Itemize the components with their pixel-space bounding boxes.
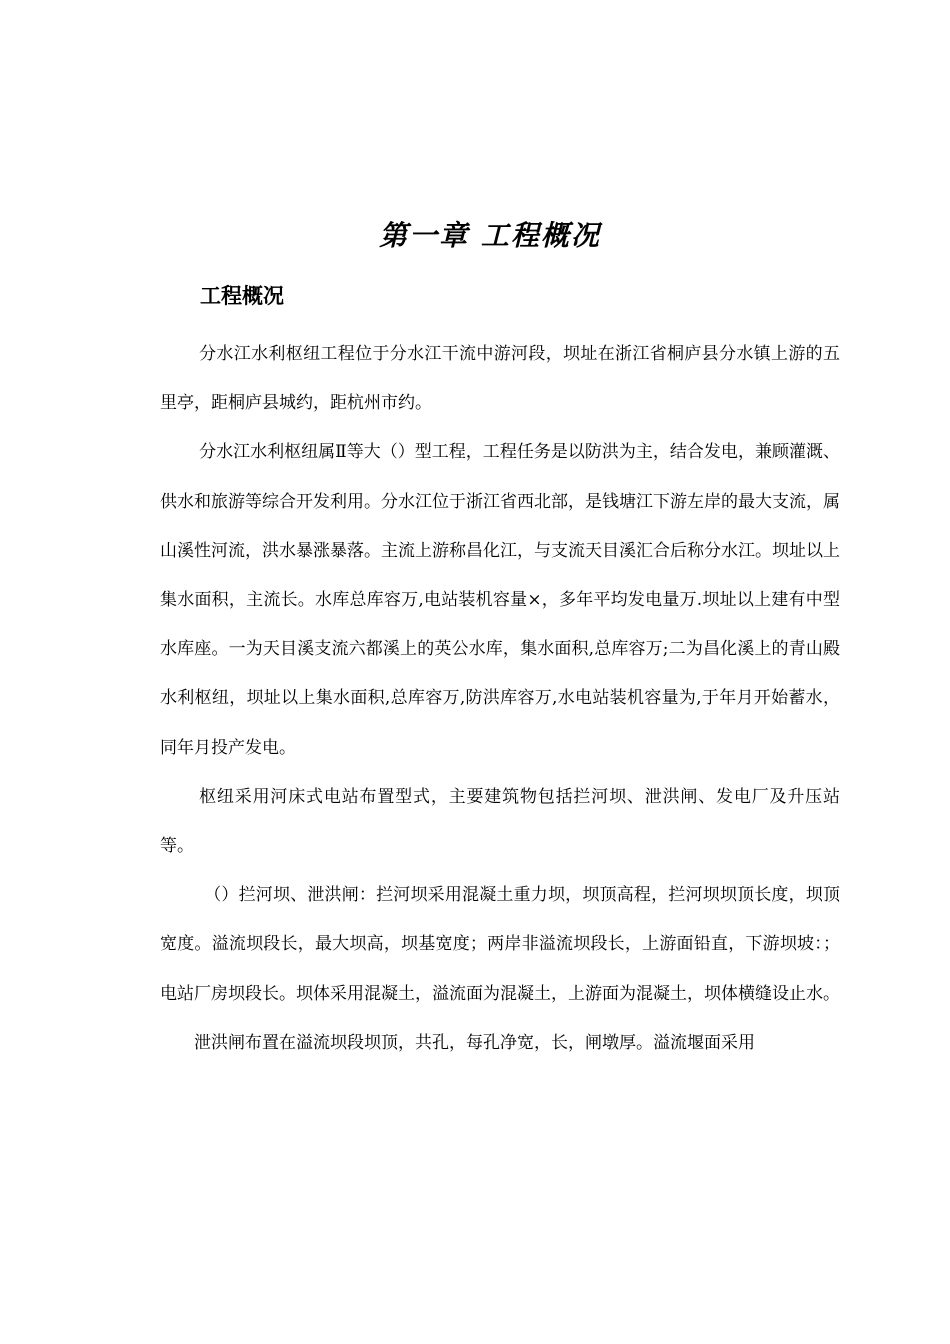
paragraph-project-grade: 分水江水利枢纽属Ⅱ等大（）型工程，工程任务是以防洪为主，结合发电，兼顾灌溉、供水和旅游等综合开发利用。分水江位于浙江省西北部，是钱塘江下游左岸的最大支流，属山溪性河流，洪水暴涨暴落。主流上游称昌化江，与支流天目溪汇合后称分水江。坝址以上集水面积，主流长。水库总库容万,电站装机容量×，多年平均发电量万.坝址以上建有中型水库座。一为天目溪支流六都溪上的英公水库，集水面积,总库容万;二为昌化溪上的青山殿水利枢纽，坝址以上集水面积,总库容万,防洪库容万,水电站装机容量为,于年月开始蓄水，同年月投产发电。	[160, 442, 840, 758]
paragraph-layout: 枢纽采用河床式电站布置型式，主要建筑物包括拦河坝、泄洪闸、发电厂及升压站等。	[160, 786, 840, 857]
paragraph-location: 分水江水利枢纽工程位于分水江干流中游河段，坝址在浙江省桐庐县分水镇上游的五里亭，距桐庐县城约，距杭州市约。	[160, 344, 840, 414]
document-body	[160, 330, 840, 1068]
chapter-title: 第一章 工程概况	[379, 219, 601, 252]
paragraph-spillway: 泄洪闸布置在溢流坝段坝顶，共孔，每孔净宽，长，闸墩厚。溢流堰面采用	[194, 1032, 755, 1053]
section-title: 工程概况	[200, 284, 284, 308]
paragraph-dam: （）拦河坝、泄洪闸：拦河坝采用混凝土重力坝，坝顶高程，拦河坝坝顶长度，坝顶宽度。溢流坝段长，最大坝高，坝基宽度；两岸非溢流坝段长，上游面铅直，下游坝坡：；电站厂房坝段长。坝体采用混凝土，溢流面为混凝土，上游面为混凝土，坝体横缝设止水。	[160, 885, 840, 1004]
